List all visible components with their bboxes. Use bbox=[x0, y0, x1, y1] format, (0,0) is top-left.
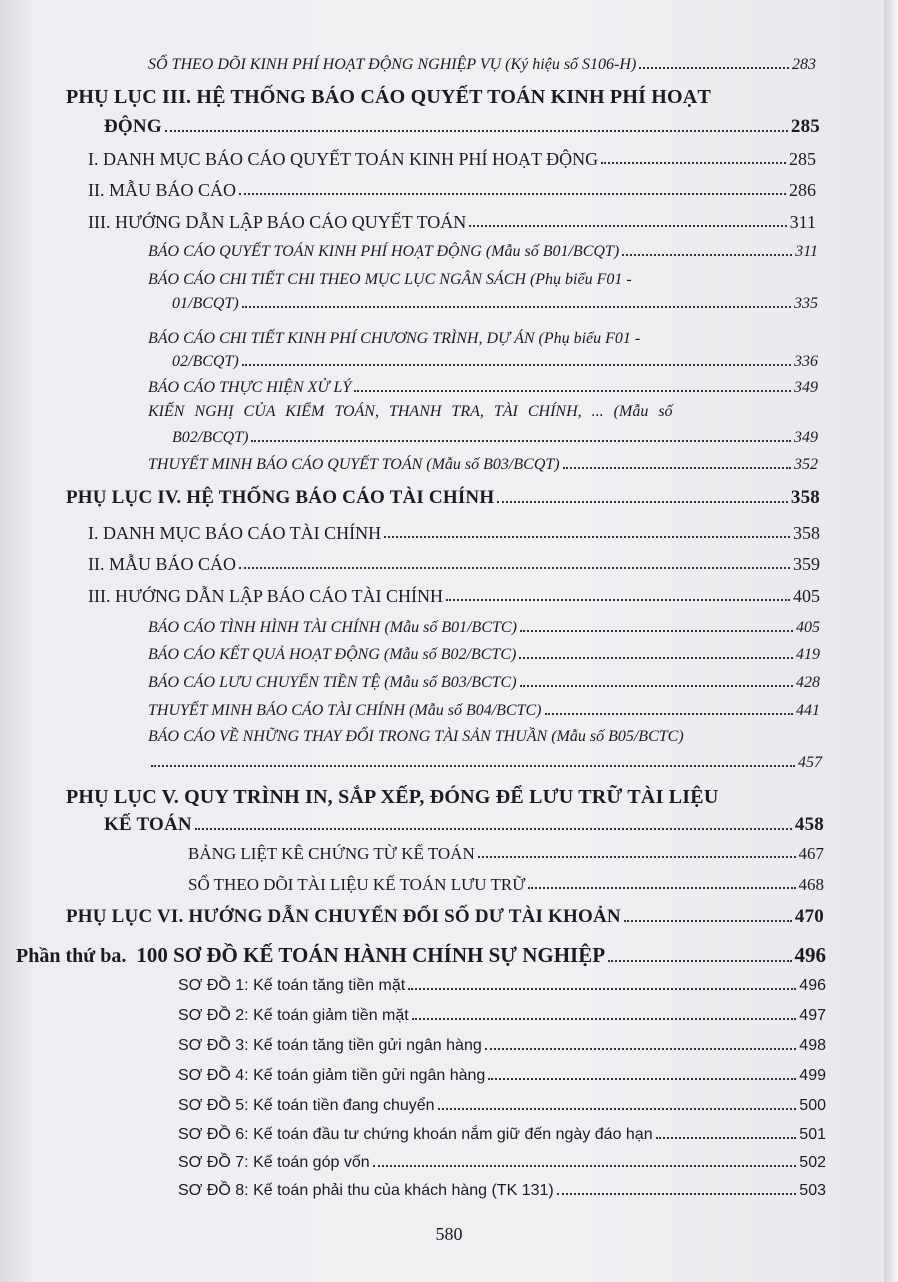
toc-entry-title-line1: PHỤ LỤC III. HỆ THỐNG BÁO CÁO QUYẾT TOÁN KINH PHÍ HOẠT bbox=[66, 86, 711, 108]
toc-entry-title: SỔ THEO DÕI TÀI LIỆU KẾ TOÁN LƯU TRỮ bbox=[188, 875, 526, 894]
toc-entry-title: ĐỘNG bbox=[104, 116, 162, 137]
toc-entry bbox=[148, 457, 818, 473]
toc-entry bbox=[178, 1008, 826, 1024]
toc-entry bbox=[178, 1038, 826, 1054]
toc-entry bbox=[88, 555, 820, 573]
toc-entry-page: 496 bbox=[799, 977, 826, 994]
toc-entry bbox=[172, 354, 818, 370]
toc-entry-title: SƠ ĐỒ 4: Kế toán giảm tiền gửi ngân hàng bbox=[178, 1067, 486, 1084]
toc-entry-page: 500 bbox=[799, 1097, 826, 1114]
toc-entry-title-line1: KIẾN NGHỊ CỦA KIỂM TOÁN, THANH TRA, TÀI CHÍNH, ... (Mẫu số bbox=[148, 403, 673, 420]
toc-entry-title: 01/BCQT) bbox=[172, 295, 239, 312]
toc-entry-page: 503 bbox=[799, 1182, 826, 1199]
toc-entry-title-line1: BÁO CÁO CHI TIẾT CHI THEO MỤC LỤC NGÂN SÁCH (Phụ biểu F01 - bbox=[148, 271, 632, 288]
toc-part-label: Phần thứ ba. bbox=[16, 945, 127, 967]
toc-entry-page: 458 bbox=[794, 814, 824, 835]
toc-entry-title: SƠ ĐỒ 8: Kế toán phải thu của khách hàng (TK 131) bbox=[178, 1182, 554, 1199]
toc-entry-title: BẢNG LIỆT KÊ CHỨNG TỪ KẾ TOÁN bbox=[188, 844, 475, 863]
toc-entry bbox=[148, 675, 820, 691]
toc-entry-page: 470 bbox=[794, 906, 824, 927]
toc-entry-page: 457 bbox=[798, 754, 822, 771]
toc-entry-title: SƠ ĐỒ 3: Kế toán tăng tiền gửi ngân hàng bbox=[178, 1037, 482, 1054]
toc-entry-title: III. HƯỚNG DẪN LẬP BÁO CÁO QUYẾT TOÁN bbox=[88, 212, 467, 232]
toc-entry-title: SỔ THEO DÕI KINH PHÍ HOẠT ĐỘNG NGHIỆP VỤ (Ký hiệu số S106-H) bbox=[148, 56, 637, 73]
toc-entry-page: 501 bbox=[799, 1126, 826, 1143]
toc-entry bbox=[188, 845, 824, 862]
toc-entry-page: 419 bbox=[796, 646, 820, 663]
toc-entry bbox=[88, 150, 816, 168]
toc-entry-page: 467 bbox=[798, 844, 824, 863]
toc-entry-page: 499 bbox=[799, 1067, 826, 1084]
toc-entry-title: B02/BCQT) bbox=[172, 429, 249, 446]
toc-entry-title: II. MẪU BÁO CÁO bbox=[88, 554, 236, 574]
toc-entry bbox=[88, 181, 816, 199]
toc-entry bbox=[16, 945, 826, 966]
toc-entry bbox=[88, 587, 820, 605]
toc-entry-title: SƠ ĐỒ 6: Kế toán đầu tư chứng khoán nắm giữ đến ngày đáo hạn bbox=[178, 1126, 653, 1143]
toc-entry bbox=[66, 907, 824, 926]
toc-entry-page: 498 bbox=[799, 1037, 826, 1054]
toc-entry bbox=[88, 524, 820, 542]
toc-entry-title: I. DANH MỤC BÁO CÁO TÀI CHÍNH bbox=[88, 523, 382, 543]
toc-entry bbox=[88, 213, 816, 231]
toc-entry bbox=[148, 755, 822, 771]
toc-entry-page: 352 bbox=[794, 456, 818, 473]
toc-entry-page: 496 bbox=[794, 943, 826, 967]
toc-entry-title-line1: BÁO CÁO VỀ NHỮNG THAY ĐỔI TRONG TÀI SẢN THUẦN (Mẫu số B05/BCTC) bbox=[148, 728, 684, 745]
toc-entry bbox=[66, 488, 820, 507]
toc-entry-title: SƠ ĐỒ 5: Kế toán tiền đang chuyển bbox=[178, 1097, 435, 1114]
toc-entry bbox=[178, 1068, 826, 1084]
toc-entry-title: I. DANH MỤC BÁO CÁO QUYẾT TOÁN KINH PHÍ HOẠT ĐỘNG bbox=[88, 149, 599, 169]
toc-entry-page: 286 bbox=[789, 180, 816, 200]
toc-entry bbox=[104, 117, 820, 136]
toc-entry-page: 311 bbox=[789, 212, 816, 232]
toc-entry-title-line1: PHỤ LỤC V. QUY TRÌNH IN, SẮP XẾP, ĐÓNG ĐỂ LƯU TRỮ TÀI LIỆU bbox=[66, 786, 719, 808]
toc-entry-page: 405 bbox=[796, 619, 820, 636]
toc-entry bbox=[178, 1098, 826, 1114]
toc-entry-page: 359 bbox=[793, 554, 820, 574]
toc-entry-title: SƠ ĐỒ 1: Kế toán tăng tiền mặt bbox=[178, 977, 406, 994]
toc-entry-page: 358 bbox=[790, 487, 820, 508]
toc-entry bbox=[172, 430, 818, 446]
toc-entry-page: 285 bbox=[790, 116, 820, 137]
toc-entry-page: 405 bbox=[793, 586, 820, 606]
toc-entry-page: 335 bbox=[794, 295, 818, 312]
toc-entry-title: KẾ TOÁN bbox=[104, 814, 192, 835]
toc-entry-page: 336 bbox=[794, 353, 818, 370]
toc-entry bbox=[188, 876, 824, 893]
toc-entry-title: SƠ ĐỒ 7: Kế toán góp vốn bbox=[178, 1154, 370, 1171]
toc-entry-title: II. MẪU BÁO CÁO bbox=[88, 180, 236, 200]
toc-entry bbox=[178, 1127, 826, 1143]
toc-entry-title: THUYẾT MINH BÁO CÁO TÀI CHÍNH (Mẫu số B04/BCTC) bbox=[148, 702, 542, 719]
toc-entry bbox=[148, 620, 820, 636]
toc-entry-page: 428 bbox=[796, 674, 820, 691]
toc-entry-title: BÁO CÁO KẾT QUẢ HOẠT ĐỘNG (Mẫu số B02/BCTC) bbox=[148, 646, 517, 663]
page-edge bbox=[884, 0, 898, 1282]
toc-entry-title: BÁO CÁO THỰC HIỆN XỬ LÝ bbox=[148, 379, 352, 396]
toc-entry-page: 358 bbox=[793, 523, 820, 543]
toc-entry-title: THUYẾT MINH BÁO CÁO QUYẾT TOÁN (Mẫu số B03/BCQT) bbox=[148, 456, 560, 473]
toc-entry bbox=[148, 647, 820, 663]
toc-entry-page: 468 bbox=[798, 875, 824, 894]
toc-entry-page: 285 bbox=[789, 149, 816, 169]
toc-entry bbox=[104, 815, 824, 834]
toc-entry-page: 349 bbox=[794, 379, 818, 396]
toc-entry-page: 283 bbox=[792, 56, 816, 73]
toc-entry-title: III. HƯỚNG DẪN LẬP BÁO CÁO TÀI CHÍNH bbox=[88, 586, 443, 606]
toc-entry bbox=[172, 296, 818, 312]
toc-entry-title-line1: BÁO CÁO CHI TIẾT KINH PHÍ CHƯƠNG TRÌNH, DỰ ÁN (Phụ biểu F01 - bbox=[148, 330, 641, 347]
toc-entry bbox=[148, 703, 820, 719]
toc-entry bbox=[178, 978, 826, 994]
toc-entry-page: 502 bbox=[799, 1154, 826, 1171]
toc-entry-title: 02/BCQT) bbox=[172, 353, 239, 370]
toc-entry-title: BÁO CÁO LƯU CHUYỂN TIỀN TỆ (Mẫu số B03/BCTC) bbox=[148, 674, 517, 691]
toc-entry-title: BÁO CÁO TÌNH HÌNH TÀI CHÍNH (Mẫu số B01/BCTC) bbox=[148, 619, 517, 636]
toc-entry-title: 100 SƠ ĐỒ KẾ TOÁN HÀNH CHÍNH SỰ NGHIỆP bbox=[136, 943, 606, 967]
toc-entry bbox=[178, 1155, 826, 1171]
toc-entry-title: PHỤ LỤC IV. HỆ THỐNG BÁO CÁO TÀI CHÍNH bbox=[66, 487, 495, 508]
toc-entry-page: 441 bbox=[796, 702, 820, 719]
toc-entry-page: 311 bbox=[795, 243, 818, 260]
toc-entry-title: SƠ ĐỒ 2: Kế toán giảm tiền mặt bbox=[178, 1007, 409, 1024]
page-number: 580 bbox=[435, 1224, 463, 1244]
toc-entry bbox=[148, 244, 818, 260]
toc-entry bbox=[148, 57, 816, 73]
toc-entry-page: 349 bbox=[794, 429, 818, 446]
toc-entry bbox=[178, 1183, 826, 1199]
toc-entry bbox=[148, 380, 818, 396]
toc-entry-page: 497 bbox=[799, 1007, 826, 1024]
toc-entry-title: PHỤ LỤC VI. HƯỚNG DẪN CHUYỂN ĐỔI SỐ DƯ TÀI KHOẢN bbox=[66, 906, 621, 927]
toc-entry-title: BÁO CÁO QUYẾT TOÁN KINH PHÍ HOẠT ĐỘNG (Mẫu số B01/BCQT) bbox=[148, 243, 620, 260]
